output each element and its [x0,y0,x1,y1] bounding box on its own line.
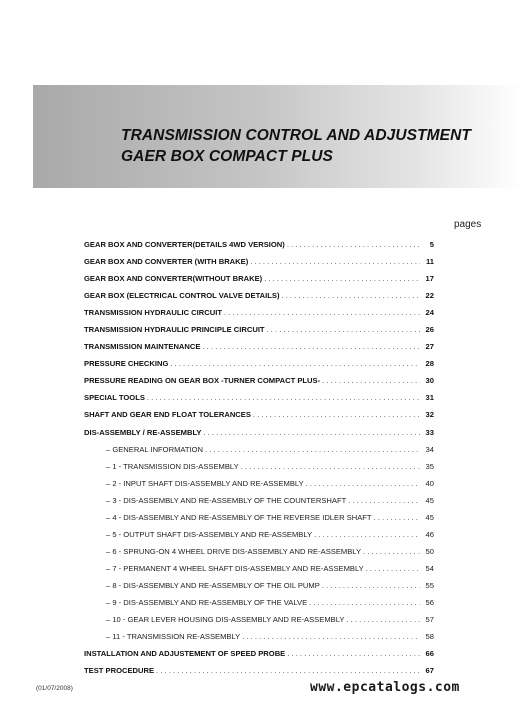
toc-entry[interactable] [84,257,434,274]
toc-entry[interactable] [84,274,434,291]
toc-leader-dots [224,308,420,317]
toc-entry[interactable] [84,291,434,308]
toc-leader-dots [205,445,420,454]
toc-entry-label: INSTALLATION AND ADJUSTEMENT OF SPEED PROBE [84,649,286,659]
toc-leader-dots [170,359,420,368]
toc-leader-dots [306,479,420,488]
toc-entry-label: SPECIAL TOOLS [84,393,145,403]
toc-entry[interactable] [84,428,434,445]
toc-entry-label: – GENERAL INFORMATION [106,444,204,454]
toc-leader-dots [346,615,420,624]
toc-entry[interactable] [84,598,434,615]
toc-entry-page: 40 [425,478,434,488]
toc-entry[interactable] [84,308,434,325]
toc-entry-label: – 5 - OUTPUT SHAFT DIS-ASSEMBLY AND RE-ASSEMBLY [106,529,313,539]
toc-entry-page: 32 [425,410,434,420]
toc-entry-page: 31 [425,393,434,403]
toc-entry-page: 54 [425,563,434,573]
toc-entry-label: – 4 - DIS-ASSEMBLY AND RE-ASSEMBLY OF THE REVERSE IDLER SHAFT [106,512,372,522]
toc-entry-label: GEAR BOX AND CONVERTER(WITHOUT BRAKE) [84,274,263,284]
toc-entry[interactable] [84,581,434,598]
toc-entry[interactable] [84,376,434,393]
toc-entry[interactable] [84,547,434,564]
toc-leader-dots [241,462,420,471]
toc-entry-page: 27 [425,342,434,352]
toc-entry[interactable] [84,325,434,342]
toc-leader-dots [264,274,420,283]
toc-entry-label: GEAR BOX AND CONVERTER(DETAILS 4WD VERSION) [84,240,285,249]
toc-leader-dots [281,291,420,300]
toc-entry-page: 67 [425,666,434,676]
document-date: (01/07/2008) [36,685,73,692]
toc-entry-page: 66 [425,649,434,659]
toc-entry-label: TRANSMISSION MAINTENANCE [84,342,201,352]
toc-leader-dots [287,649,420,658]
toc-leader-dots [314,530,420,539]
toc-entry-label: – 8 - DIS-ASSEMBLY AND RE-ASSEMBLY OF THE OIL PUMP [106,580,320,590]
toc-entry-page: 45 [425,495,434,505]
toc-leader-dots [366,564,420,573]
toc-entry-page: 57 [425,615,434,625]
toc-entry-page: 33 [425,427,434,437]
toc-entry-label: GEAR BOX AND CONVERTER (WITH BRAKE) [84,257,249,267]
toc-entry[interactable] [84,564,434,581]
toc-leader-dots [147,393,420,402]
toc-entry-label: – 7 - PERMANENT 4 WHEEL SHAFT DIS-ASSEMBLY AND RE-ASSEMBLY [106,563,364,573]
toc-entry[interactable] [84,496,434,513]
toc-entry[interactable] [84,649,434,666]
toc-entry[interactable] [84,479,434,496]
toc-entry-page: 56 [425,597,434,607]
toc-entry-page: 35 [425,461,434,471]
toc-leader-dots [242,632,420,641]
toc-entry-page: 17 [425,274,434,284]
toc-leader-dots [322,581,420,590]
toc-entry-page: 24 [425,308,434,318]
toc-entry-label: DIS-ASSEMBLY / RE-ASSEMBLY [84,427,202,437]
toc-entry-page: 5 [429,240,434,249]
toc-entry[interactable] [84,632,434,649]
toc-leader-dots [203,428,420,437]
toc-entry[interactable] [84,462,434,479]
toc-entry-label: PRESSURE CHECKING [84,359,169,369]
toc-entry-page: 28 [425,359,434,369]
toc-leader-dots [156,666,420,675]
table-of-contents [84,240,434,683]
toc-entry[interactable] [84,359,434,376]
toc-entry-page: 58 [425,632,434,642]
toc-entry-label: TRANSMISSION HYDRAULIC PRINCIPLE CIRCUIT [84,325,265,335]
toc-entry-page: 50 [425,546,434,556]
toc-leader-dots [322,376,420,385]
toc-entry-label: TRANSMISSION HYDRAULIC CIRCUIT [84,308,222,318]
toc-entry-label: TEST PROCEDURE [84,666,155,676]
toc-leader-dots [363,547,420,556]
toc-entry-page: 26 [425,325,434,335]
toc-leader-dots [202,342,420,351]
toc-leader-dots [374,513,420,522]
toc-entry-label: GEAR BOX (ELECTRICAL CONTROL VALVE DETAILS) [84,291,280,301]
toc-entry-page: 22 [425,291,434,301]
toc-entry-label: – 9 - DIS-ASSEMBLY AND RE-ASSEMBLY OF THE VALVE [106,597,308,607]
watermark: www.epcatalogs.com [310,680,460,695]
toc-entry[interactable] [84,513,434,530]
toc-entry-label: – 6 - SPRUNG-ON 4 WHEEL DRIVE DIS-ASSEMBLY AND RE-ASSEMBLY [106,546,362,556]
toc-entry-page: 11 [425,257,434,267]
toc-entry-label: SHAFT AND GEAR END FLOAT TOLERANCES [84,410,251,420]
toc-entry-label: – 10 - GEAR LEVER HOUSING DIS-ASSEMBLY AND RE-ASSEMBLY [106,615,345,625]
toc-leader-dots [267,325,420,334]
toc-leader-dots [287,240,420,249]
toc-entry-label: – 1 - TRANSMISSION DIS-ASSEMBLY [106,461,239,471]
toc-entry-label: – 2 - INPUT SHAFT DIS-ASSEMBLY AND RE-ASSEMBLY [106,478,304,488]
toc-entry[interactable] [84,445,434,462]
toc-entry-label: – 3 - DIS-ASSEMBLY AND RE-ASSEMBLY OF THE COUNTERSHAFT [106,495,347,505]
toc-leader-dots [250,257,420,266]
toc-entry-page: 30 [425,376,434,386]
toc-entry-page: 46 [425,529,434,539]
document-title: TRANSMISSION CONTROL AND ADJUSTMENT [121,127,471,144]
toc-entry[interactable] [84,393,434,410]
toc-entry[interactable] [84,615,434,632]
toc-entry[interactable] [84,530,434,547]
toc-entry-page: 34 [425,444,434,454]
pages-column-label: pages [454,219,482,230]
toc-entry-page: 55 [425,580,434,590]
toc-entry-page: 45 [425,512,434,522]
toc-entry[interactable] [84,342,434,359]
toc-leader-dots [348,496,420,505]
toc-entry[interactable] [84,410,434,427]
toc-entry[interactable] [84,240,434,257]
document-subtitle: GAER BOX COMPACT PLUS [121,148,333,165]
toc-leader-dots [309,598,420,607]
toc-entry-label: – 11 - TRANSMISSION RE-ASSEMBLY [106,632,241,642]
toc-entry-label: PRESSURE READING ON GEAR BOX -TURNER COMPACT PLUS- [84,376,321,386]
toc-leader-dots [253,410,420,419]
